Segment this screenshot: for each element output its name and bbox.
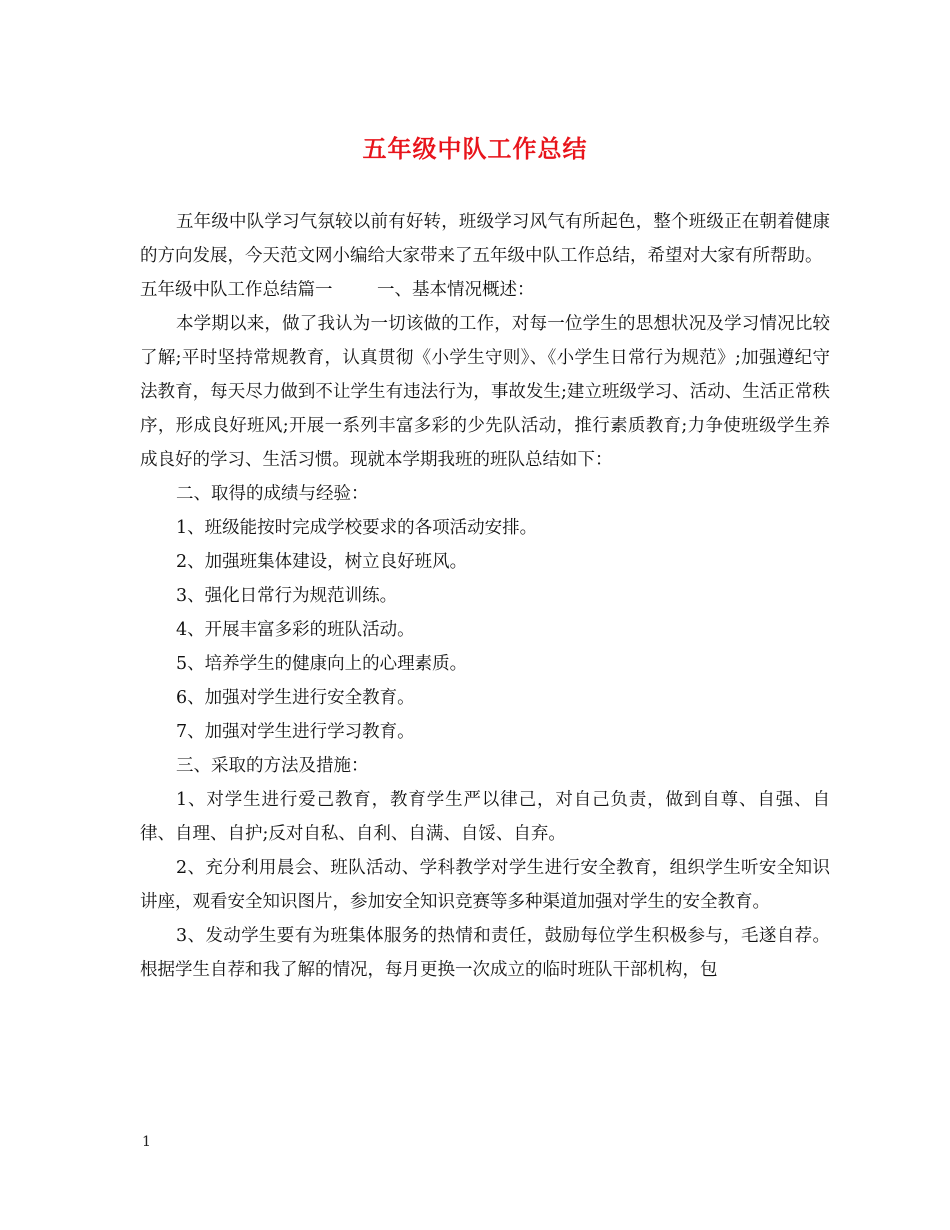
page-number: 1	[142, 1134, 151, 1150]
intro-paragraph: 五年级中队学习气氛较以前有好转，班级学习风气有所起色，整个班级正在朝着健康的方向发展，今天范文网小编给大家带来了五年级中队工作总结，希望对大家有所帮助。	[140, 212, 830, 266]
method-item: 3、发动学生要有为班集体服务的热情和责任，鼓励每位学生积极参与，毛遂自荐。根据学生自荐和我了解的情况，每月更换一次成立的临时班队干部机构，包	[140, 926, 830, 980]
section-heading-line	[140, 273, 830, 307]
achievement-item: 6、加强对学生进行安全教育。	[176, 688, 415, 708]
method-item: 2、充分利用晨会、班队活动、学科教学对学生进行安全教育，组织学生听安全知识讲座，观看安全知识图片，参加安全知识竞赛等多种渠道加强对学生的安全教育。	[140, 858, 830, 912]
document-title: 五年级中队工作总结	[362, 134, 588, 163]
achievement-item: 4、开展丰富多彩的班队活动。	[176, 620, 415, 640]
achievements-heading: 二、取得的成绩与经验：	[176, 484, 369, 504]
achievement-item: 3、强化日常行为规范训练。	[176, 586, 398, 606]
situation-paragraph: 本学期以来，做了我认为一切该做的工作，对每一位学生的思想状况及学习情况比较了解;平时坚持常规教育，认真贯彻《小学生守则》、《小学生日常行为规范》;加强遵纪守法教育，每天尽力做到不让学生有违法行为，事故发生;建立班级学习、活动、生活正常秩序，形成良好班风;开展一系列丰富多彩的少先队活动，推行素质教育;力争使班级学生养成良好的学习、生活习惯。现就本学期我班的班队总结如下：	[140, 314, 830, 470]
document-body	[140, 205, 830, 987]
methods-heading: 三、采取的方法及措施：	[176, 756, 369, 776]
achievement-item: 5、培养学生的健康向上的心理素质。	[176, 654, 468, 674]
achievement-item: 7、加强对学生进行学习教育。	[176, 722, 415, 742]
achievement-item: 1、班级能按时完成学校要求的各项活动安排。	[176, 518, 538, 538]
achievement-item: 2、加强班集体建设，树立良好班风。	[176, 552, 468, 572]
situation-heading: 一、基本情况概述：	[377, 280, 535, 300]
method-item: 1、对学生进行爱己教育，教育学生严以律己，对自己负责，做到自尊、自强、自律、自理、自护;反对自私、自利、自满、自馁、自弃。	[140, 790, 830, 844]
section-title: 五年级中队工作总结篇一	[140, 280, 333, 300]
